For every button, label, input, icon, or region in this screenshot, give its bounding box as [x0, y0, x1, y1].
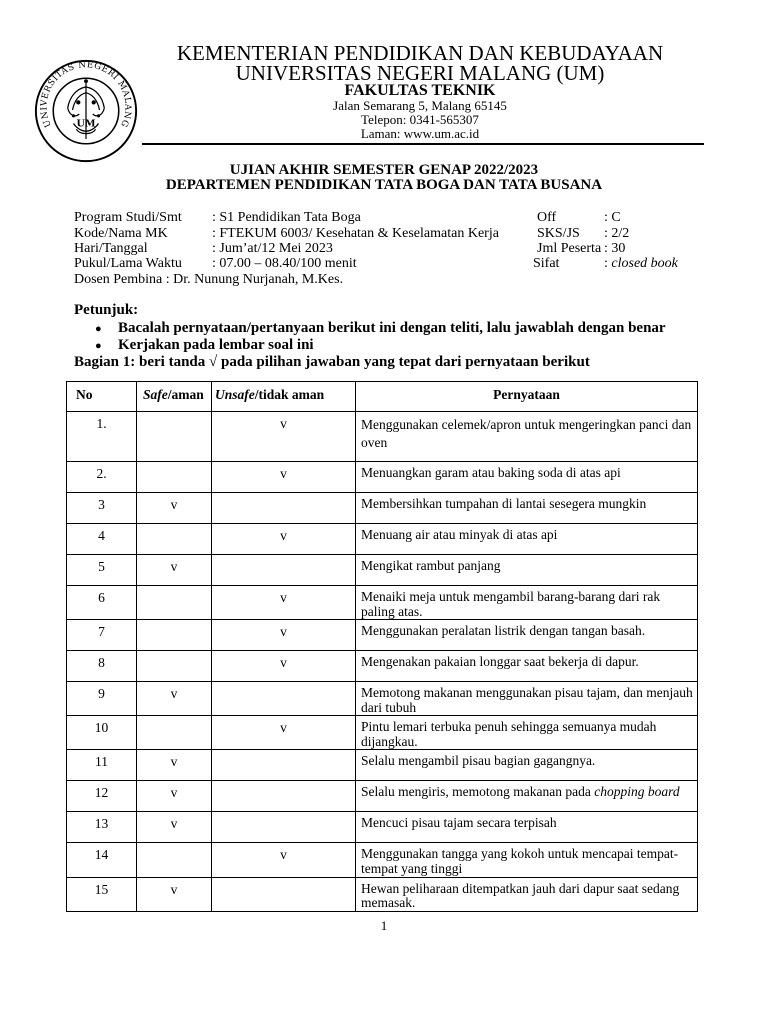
participants-label: Jml Peserta — [537, 241, 602, 256]
section-heading: Bagian 1: beri tanda √ pada pilihan jawaban yang tepat dari pernyataan berikut — [74, 354, 590, 370]
program-label: Program Studi/Smt — [74, 210, 182, 225]
statement-cell — [356, 651, 698, 682]
bullet: ● — [95, 340, 102, 352]
row-number: 1. — [67, 412, 137, 462]
unsafe-mark: v — [212, 843, 356, 877]
row-number: 12 — [67, 781, 137, 812]
unsafe-mark — [212, 682, 356, 716]
address: Jalan Semarang 5, Malang 65145 — [333, 98, 507, 113]
unsafe-mark: v — [212, 651, 356, 682]
unsafe-mark: v — [212, 412, 356, 462]
nature-value: closed book — [611, 256, 678, 271]
table-row — [67, 412, 698, 462]
logo-text: UNIVERSITAS NEGERI MALANG — [39, 60, 133, 129]
program-value: : S1 Pendidikan Tata Boga — [212, 210, 361, 225]
statement-text: Menggunakan peralatan listrik dengan tangan basah. — [361, 623, 646, 639]
phone: Telepon: 0341-565307 — [361, 112, 479, 127]
instruction-item: Kerjakan pada lembar soal ini — [118, 337, 314, 353]
table-row — [67, 493, 698, 524]
statement-text: Membersihkan tumpahan di lantai sesegera mungkin — [361, 496, 647, 511]
table-row — [67, 462, 698, 493]
statement-text: Menuang air atau minyak di atas api — [361, 527, 558, 542]
table-row — [67, 651, 698, 682]
participants-value: : 30 — [604, 241, 626, 256]
statement-cell — [356, 877, 698, 911]
exam-title: UJIAN AKHIR SEMESTER GENAP 2022/2023 — [229, 162, 539, 178]
statement-text: Mengenakan pakaian longgar saat bekerja di dapur. — [361, 654, 639, 670]
safe-mark — [137, 586, 212, 620]
unsafe-mark — [212, 781, 356, 812]
table-row — [67, 716, 698, 750]
safe-mark: v — [137, 555, 212, 586]
table-row — [67, 843, 698, 877]
table-row — [67, 877, 698, 911]
off-label: Off — [537, 210, 557, 225]
statement-text: Menggunakan tangga yang kokoh untuk mencapai tempat-tempat yang tinggi — [361, 846, 679, 877]
nature-colon: : — [604, 256, 612, 271]
statement-text: Memotong makanan menggunakan pisau tajam, dan menjauh dari tubuh — [361, 685, 693, 715]
sks-label: SKS/JS — [537, 226, 580, 241]
time-label: Pukul/Lama Waktu — [74, 256, 182, 271]
question-table — [66, 381, 698, 912]
row-number: 2. — [67, 462, 137, 493]
row-number: 9 — [67, 682, 137, 716]
unsafe-mark: v — [212, 586, 356, 620]
row-number: 13 — [67, 812, 137, 843]
row-number: 4 — [67, 524, 137, 555]
table-row — [67, 812, 698, 843]
row-number: 5 — [67, 555, 137, 586]
row-number: 10 — [67, 716, 137, 750]
svg-text:UM: UM — [76, 118, 96, 130]
unsafe-mark — [212, 493, 356, 524]
statement-text: Menuangkan garam atau baking soda di atas api — [361, 465, 621, 480]
statement-cell — [356, 716, 698, 750]
page-number: 1 — [380, 918, 388, 933]
safe-mark — [137, 716, 212, 750]
date-label: Hari/Tanggal — [74, 241, 148, 256]
safe-mark: v — [137, 493, 212, 524]
statement-cell — [356, 781, 698, 812]
safe-mark: v — [137, 877, 212, 911]
statement-text: Menaiki meja untuk mengambil barang-barang dari rak paling atas. — [361, 589, 661, 619]
row-number: 7 — [67, 620, 137, 651]
statement-text: Selalu mengambil pisau bagian gagangnya. — [361, 753, 596, 769]
statement-cell — [356, 586, 698, 620]
unsafe-mark: v — [212, 462, 356, 493]
row-number: 11 — [67, 750, 137, 781]
header-statement: Pernyataan — [356, 382, 698, 412]
unsafe-mark — [212, 750, 356, 781]
unsafe-mark — [212, 555, 356, 586]
statement-text: Pintu lemari terbuka penuh sehingga semuanya mudah dijangkau. — [361, 719, 657, 749]
header-divider — [142, 143, 704, 145]
table-row — [67, 620, 698, 651]
statement-cell — [356, 812, 698, 843]
university-name: UNIVERSITAS NEGERI MALANG (UM) — [235, 61, 605, 85]
statement-cell — [356, 750, 698, 781]
lecturer: Dosen Pembina : Dr. Nunung Nurjanah, M.Kes. — [74, 272, 344, 287]
safe-mark — [137, 462, 212, 493]
table-row — [67, 750, 698, 781]
safe-mark: v — [137, 750, 212, 781]
nature-label: Sifat — [533, 256, 560, 271]
safe-mark — [137, 412, 212, 462]
safe-mark — [137, 651, 212, 682]
department-title: DEPARTEMEN PENDIDIKAN TATA BOGA DAN TATA BUSANA — [165, 177, 603, 193]
row-number: 8 — [67, 651, 137, 682]
time-value: : 07.00 – 08.40/100 menit — [212, 256, 357, 271]
course-value: : FTEKUM 6003/ Kesehatan & Keselamatan Kerja — [212, 226, 499, 241]
table-row — [67, 555, 698, 586]
table-row — [67, 524, 698, 555]
safe-mark: v — [137, 682, 212, 716]
statement-text: Mencuci pisau tajam secara terpisah — [361, 815, 557, 831]
unsafe-mark — [212, 812, 356, 843]
instructions-heading: Petunjuk: — [74, 302, 139, 318]
table-header-row — [67, 382, 698, 412]
table-row — [67, 682, 698, 716]
nature-field — [604, 257, 678, 271]
statement-text: Menggunakan celemek/apron untuk mengeringkan panci dan oven — [361, 417, 692, 450]
safe-mark: v — [137, 812, 212, 843]
faculty-name: FAKULTAS TEKNIK — [344, 82, 496, 99]
statement-cell — [356, 620, 698, 651]
safe-mark — [137, 620, 212, 651]
course-label: Kode/Nama MK — [74, 226, 168, 241]
statement-cell — [356, 524, 698, 555]
row-number: 15 — [67, 877, 137, 911]
header-unsafe: Unsafe/tidak aman — [212, 382, 356, 412]
website: Laman: www.um.ac.id — [360, 126, 480, 141]
bullet: ● — [95, 323, 102, 335]
unsafe-mark: v — [212, 716, 356, 750]
statement-cell — [356, 493, 698, 524]
header-safe: Safe/aman — [137, 382, 212, 412]
statement-cell — [356, 412, 698, 462]
statement-text: Hewan peliharaan ditempatkan jauh dari dapur saat sedang memasak. — [361, 880, 680, 911]
university-logo — [33, 58, 139, 164]
safe-mark: v — [137, 781, 212, 812]
ministry-name: KEMENTERIAN PENDIDIKAN DAN KEBUDAYAAN — [176, 41, 664, 65]
unsafe-mark: v — [212, 524, 356, 555]
instruction-item: Bacalah pernyataan/pertanyaan berikut ini dengan teliti, lalu jawablah dengan benar — [118, 320, 666, 336]
statement-cell — [356, 462, 698, 493]
safe-mark — [137, 843, 212, 877]
unsafe-mark — [212, 877, 356, 911]
statement-cell — [356, 843, 698, 877]
table-row — [67, 586, 698, 620]
date-value: : Jum’at/12 Mei 2023 — [212, 241, 333, 256]
sks-value: : 2/2 — [604, 226, 630, 241]
off-value: : C — [604, 210, 621, 225]
statement-text: Mengikat rambut panjang — [361, 558, 501, 573]
unsafe-mark: v — [212, 620, 356, 651]
row-number: 3 — [67, 493, 137, 524]
statement-text: Selalu mengiris, memotong makanan pada — [361, 784, 595, 800]
header-no: No — [67, 382, 137, 412]
statement-italic-text: chopping board — [594, 784, 680, 800]
statement-cell — [356, 555, 698, 586]
statement-cell — [356, 682, 698, 716]
row-number: 6 — [67, 586, 137, 620]
row-number: 14 — [67, 843, 137, 877]
table-row — [67, 781, 698, 812]
safe-mark — [137, 524, 212, 555]
